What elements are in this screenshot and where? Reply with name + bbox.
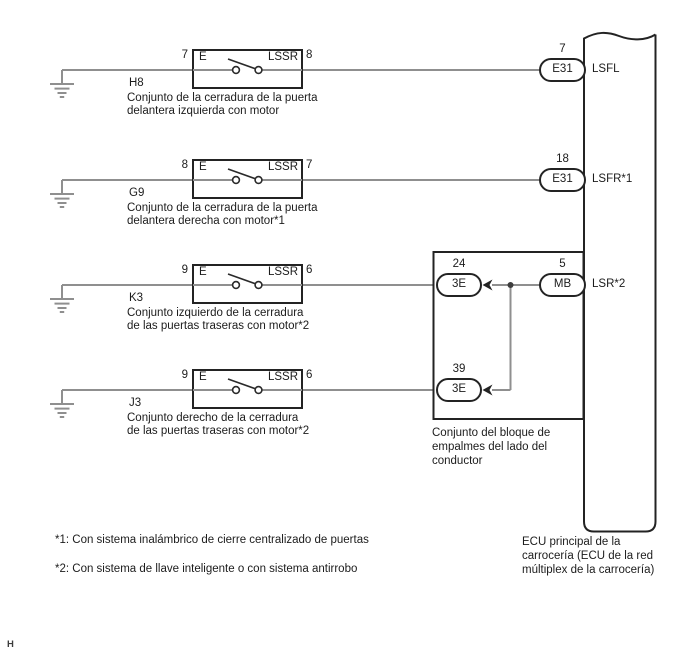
row3-jb-pin: 24 (452, 258, 466, 270)
row1-left-pin: 7 (181, 49, 188, 61)
row4-right-pin: 6 (306, 369, 313, 381)
row2-ecu-connector: E31 (552, 173, 573, 185)
ground-icon (50, 180, 74, 207)
ground-icon (50, 390, 74, 417)
ecu-label-line3: múltiplex de la carrocería) (522, 563, 655, 576)
row4-description-line1: Conjunto derecho de la cerradura (127, 412, 299, 424)
row1-ecu-pin: 7 (559, 43, 566, 55)
row2-switch-out-label: LSSR (267, 161, 298, 173)
junction-block-label-line3: conductor (432, 454, 483, 467)
row4-description (127, 412, 309, 437)
row3-right-pin: 6 (306, 264, 313, 276)
row3-left-pin: 9 (181, 264, 188, 276)
row4-connector-code: J3 (129, 397, 142, 409)
row1-switch-in-label: E (199, 51, 207, 63)
junction-dot (508, 282, 514, 288)
row1-ecu-connector: E31 (552, 63, 573, 75)
row1-right-pin: 8 (306, 49, 313, 61)
row3-mb-connector: MB (553, 278, 572, 290)
row2-description-line2: delantera derecha con motor*1 (127, 214, 285, 227)
page-mark: H (7, 639, 14, 650)
row4-description-line2: de las puertas traseras con motor*2 (127, 424, 310, 437)
row3-description-line1: Conjunto izquierdo de la cerradura (127, 307, 304, 319)
row2-description-line1: Conjunto de la cerradura de la puerta (127, 202, 318, 214)
row3-mb-pin: 5 (559, 258, 566, 270)
row3-jb-connector: 3E (451, 278, 467, 290)
junction-block-label-line2: empalmes del lado del (432, 440, 548, 453)
row3-switch-out-label: LSSR (267, 266, 298, 278)
row1-description-line2: delantera izquierda con motor (127, 104, 280, 117)
ground-icon (50, 70, 74, 97)
row4-switch-in-label: E (199, 371, 207, 383)
row2-description (127, 202, 318, 227)
row3-description-line2: de las puertas traseras con motor*2 (127, 319, 310, 332)
ecu-label-line1: ECU principal de la (522, 536, 621, 548)
row3-description (127, 307, 309, 332)
row1-signal-label: LSFL (592, 63, 620, 75)
row4-jb-pin: 39 (452, 363, 466, 375)
row2-connector-code: G9 (129, 187, 145, 199)
junction-block-label (432, 427, 550, 468)
row2-right-pin: 7 (306, 159, 313, 171)
row2-signal-label: LSFR*1 (592, 173, 633, 185)
row3-switch-in-label: E (199, 266, 207, 278)
footnote-2: *2: Con sistema de llave inteligente o con sistema antirrobo (55, 563, 358, 575)
row1-switch-out-label: LSSR (267, 51, 298, 63)
ground-icon (50, 285, 74, 312)
row4-switch-out-label: LSSR (267, 371, 298, 383)
row1-description (127, 92, 318, 117)
row3-signal-label: LSR*2 (592, 278, 626, 290)
row2-ecu-pin: 18 (556, 153, 569, 165)
row3-connector-code: K3 (129, 292, 144, 304)
row4-jb-connector: 3E (451, 383, 467, 395)
row2-switch-in-label: E (199, 161, 207, 173)
row4-left-pin: 9 (181, 369, 188, 381)
junction-block-label-line1: Conjunto del bloque de (432, 427, 551, 439)
row2-left-pin: 8 (181, 159, 188, 171)
row1-description-line1: Conjunto de la cerradura de la puerta (127, 92, 318, 104)
ecu-label-line2: carrocería (ECU de la red (522, 549, 654, 562)
ecu-label (522, 536, 654, 577)
row1-connector-code: H8 (129, 77, 144, 89)
footnote-1: *1: Con sistema inalámbrico de cierre centralizado de puertas (55, 534, 369, 546)
